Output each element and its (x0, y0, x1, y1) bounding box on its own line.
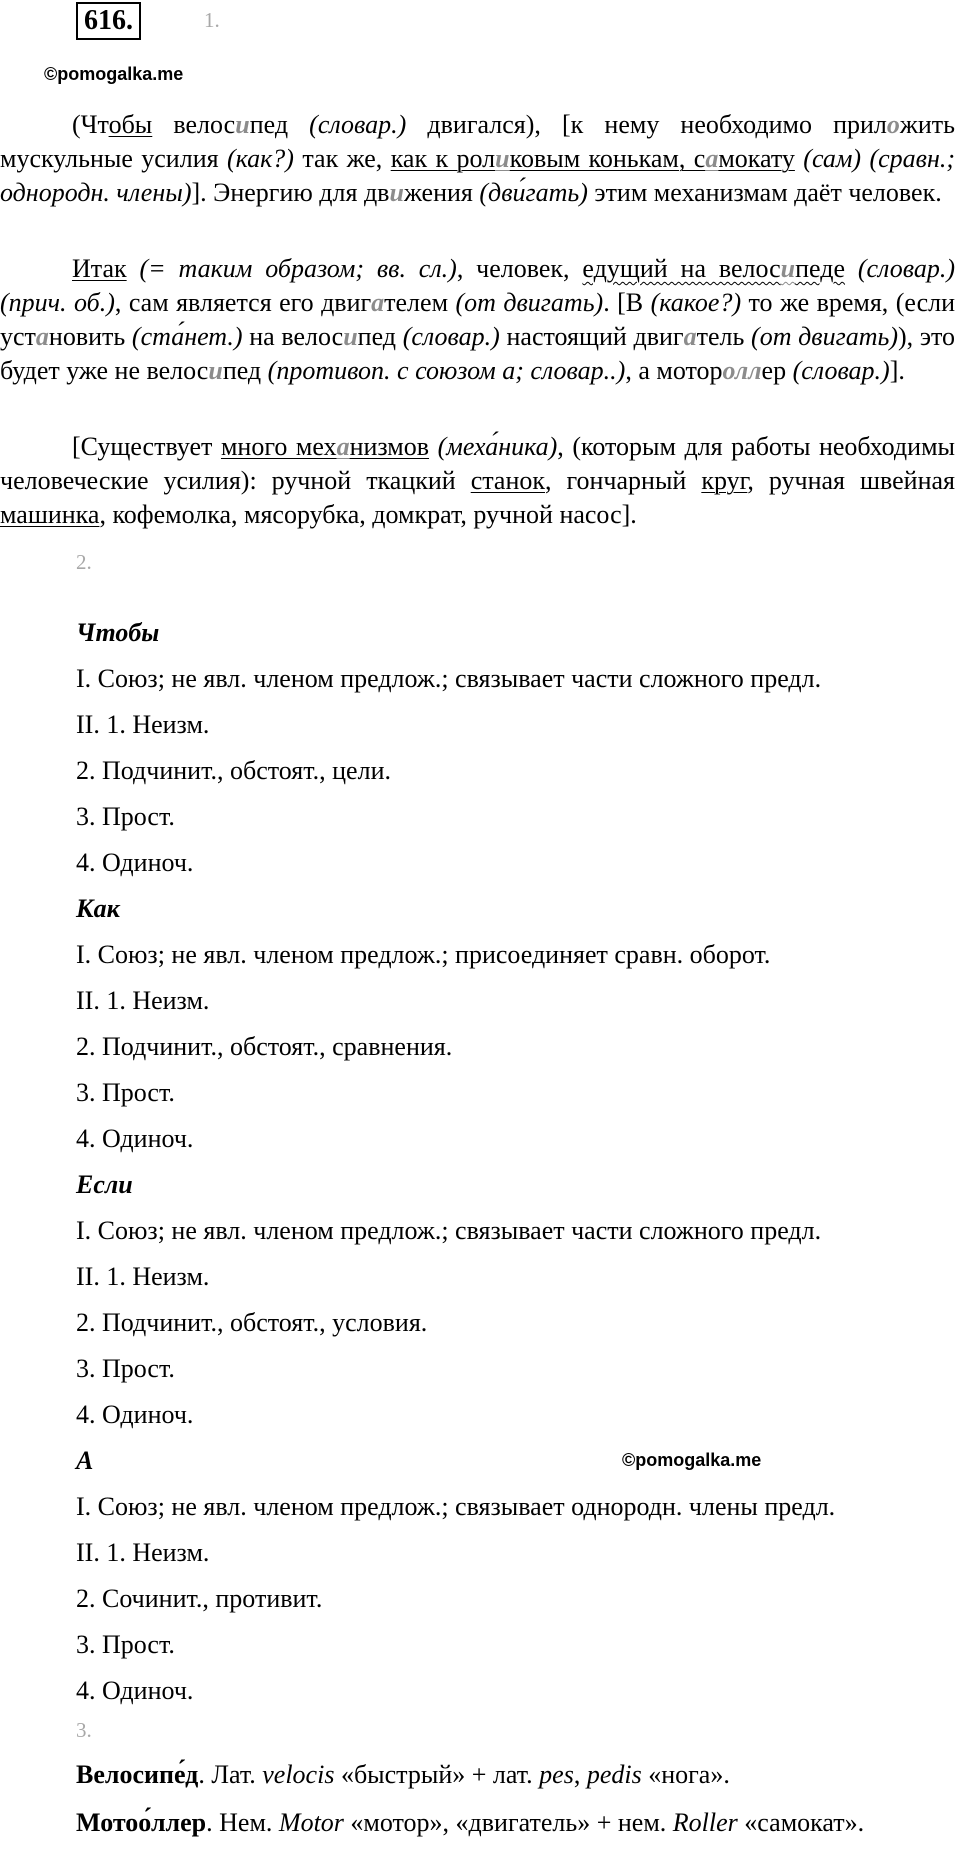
analysis-line: 4. Одиноч. (76, 1400, 194, 1429)
analysis-line: 3. Прост. (76, 1078, 175, 1107)
analysis-line: II. 1. Неизм. (76, 710, 210, 739)
analysis-word-kak: Как (76, 894, 120, 923)
analysis-line: II. 1. Неизм. (76, 1262, 210, 1291)
section-label-1: 1. (204, 8, 220, 32)
section-label-3: 3. (76, 1718, 92, 1742)
watermark-top: ©pomogalka.me (44, 64, 184, 84)
analysis-line: I. Союз; не явл. членом предлож.; связывает однородн. члены предл. (76, 1492, 836, 1521)
analysis-line: 3. Прост. (76, 1630, 175, 1659)
paragraph-1: (Чтобы велосипед (словар.) двигался), [к нему необходимо приложить мускульные усилия (как?) так же, как к роликовым конькам, самокату (сам) (сравн.; однородн. члены)]. Энергию для движения (дви́гать) этим механизмам даёт человек. (0, 110, 956, 207)
analysis-line: 3. Прост. (76, 802, 175, 831)
analysis-line: I. Союз; не явл. членом предлож.; присоединяет сравн. оборот. (76, 940, 771, 969)
analysis-line: 2. Сочинит., противит. (76, 1584, 323, 1613)
watermark-middle: ©pomogalka.me (622, 1450, 762, 1470)
analysis-line: I. Союз; не явл. членом предлож.; связывает части сложного предл. (76, 664, 822, 693)
analysis-line: II. 1. Неизм. (76, 986, 210, 1015)
analysis-word-esli: Если (76, 1170, 133, 1199)
section-label-2: 2. (76, 550, 92, 574)
exercise-number: 616. (76, 2, 141, 40)
etymology-velosiped: Велосипе́д. Лат. velocis «быстрый» + лат. pes, pedis «нога». (76, 1760, 730, 1789)
analysis-line: II. 1. Неизм. (76, 1538, 210, 1567)
analysis-line: 4. Одиноч. (76, 1124, 194, 1153)
etymology-motoroller: Мотоо́ллер. Нем. Motor «мотор», «двигатель» + нем. Roller «самокат». (76, 1808, 865, 1837)
analysis-line: 2. Подчинит., обстоят., условия. (76, 1308, 428, 1337)
analysis-line: 3. Прост. (76, 1354, 175, 1383)
analysis-line: 2. Подчинит., обстоят., цели. (76, 756, 391, 785)
analysis-line: 4. Одиноч. (76, 848, 194, 877)
analysis-line: 4. Одиноч. (76, 1676, 194, 1705)
paragraph-2: Итак (= таким образом; вв. сл.), человек, едущий на велосипеде (словар.) (прич. об.), сам является его двигателем (от двигать). [В (какое?) то же время, (если установить (ста́нет.) на велосипед (словар.) настоящий двигатель (от двигать)), это будет уже не велосипед (противоп. с союзом а; словар..), а мотороллер (словар.)]. (0, 254, 956, 385)
analysis-word-chtoby: Чтобы (76, 618, 160, 647)
analysis-line: 2. Подчинит., обстоят., сравнения. (76, 1032, 453, 1061)
analysis-word-a: А (76, 1446, 94, 1475)
paragraph-3: [Существует много механизмов (меха́ника), (которым для работы необходимы человеческие усилия): ручной ткацкий станок, гончарный круг, ручная швейная машинка, кофемолка, мясорубка, домкрат, ручной насос]. (0, 432, 955, 529)
analysis-line: I. Союз; не явл. членом предлож.; связывает части сложного предл. (76, 1216, 822, 1245)
